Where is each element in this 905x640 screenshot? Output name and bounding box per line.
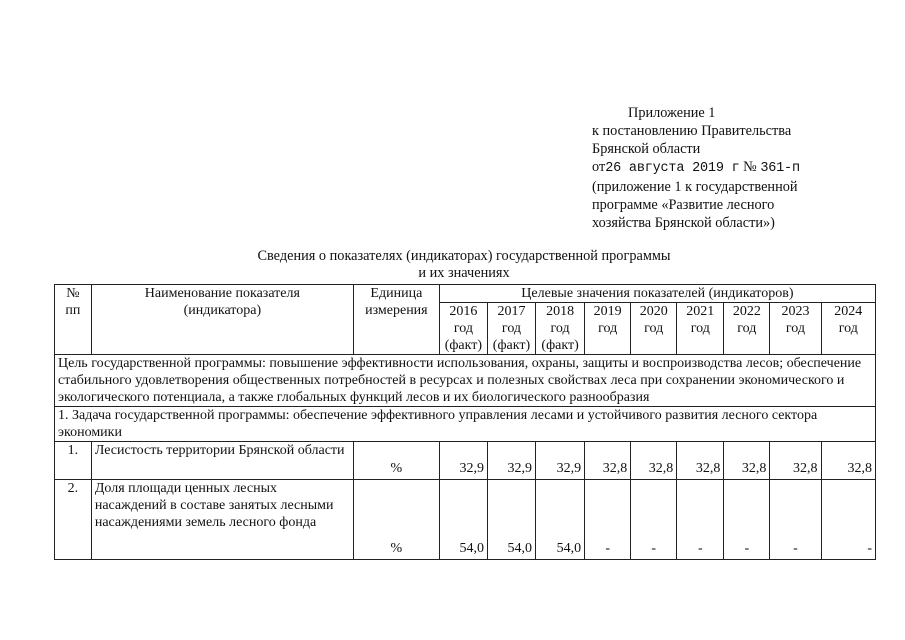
row-value: - xyxy=(585,480,631,560)
document-title xyxy=(54,248,874,282)
header-year: 2024 год xyxy=(821,303,875,355)
row-value: 32,9 xyxy=(439,442,487,480)
appendix-line-1: Приложение 1 xyxy=(628,105,716,121)
number-value: 361-п xyxy=(760,161,800,176)
row-value: 32,8 xyxy=(770,442,821,480)
header-year: 2018 год (факт) xyxy=(536,303,585,355)
date-value: 26 августа 2019 г xyxy=(605,161,740,176)
header-targets: Целевые значения показателей (индикаторов) xyxy=(439,285,875,303)
title-line-1: Сведения о показателях (индикаторах) государственной программы xyxy=(257,248,671,264)
header-name: Наименование показателя (индикатора) xyxy=(91,285,353,355)
date-prefix: от xyxy=(592,159,606,175)
number-prefix: № xyxy=(739,159,761,175)
table-row xyxy=(55,442,876,480)
appendix-line-2: к постановлению Правительства xyxy=(592,123,792,139)
program-task: 1. Задача государственной программы: обеспечение эффективного управления лесами и устойчивого развития лесного сектора экономики xyxy=(55,407,876,442)
row-value: - xyxy=(770,480,821,560)
row-indicator-name: Лесистость территории Брянской области xyxy=(91,442,353,480)
row-value: 32,8 xyxy=(631,442,677,480)
title-line-2: и их значениях xyxy=(418,265,510,281)
appendix-line-3: Брянской области xyxy=(592,141,701,157)
row-value: 32,8 xyxy=(724,442,770,480)
row-unit: % xyxy=(353,480,439,560)
task-row xyxy=(55,407,876,442)
appendix-line-7: хозяйства Брянской области») xyxy=(592,215,775,231)
header-unit: Единица измерения xyxy=(353,285,439,355)
row-value: 32,9 xyxy=(487,442,535,480)
row-number: 2. xyxy=(55,480,92,560)
row-value: - xyxy=(631,480,677,560)
program-goal: Цель государственной программы: повышение эффективности использования, охраны, защиты и воспроизводства лесов; обеспечение стабильного удовлетворения общественных потребностей в ресурсах и полезных свойствах леса при сохранении экономического и экологического потенциала, а также глобальных функций лесов и их биологического разнообразия xyxy=(55,355,876,407)
row-value: - xyxy=(821,480,875,560)
appendix-line-6: программе «Развитие лесного xyxy=(592,197,775,213)
header-row-1 xyxy=(55,285,876,303)
appendix-block xyxy=(592,104,892,232)
row-value: 32,8 xyxy=(677,442,724,480)
row-value: - xyxy=(724,480,770,560)
header-year: 2021 год xyxy=(677,303,724,355)
header-year: 2019 год xyxy=(585,303,631,355)
row-value: 54,0 xyxy=(439,480,487,560)
row-value: 32,8 xyxy=(585,442,631,480)
goal-row xyxy=(55,355,876,407)
header-year: 2016 год (факт) xyxy=(439,303,487,355)
header-year: 2023 год xyxy=(770,303,821,355)
appendix-date-line xyxy=(592,158,892,178)
row-value: 54,0 xyxy=(487,480,535,560)
row-value: 32,9 xyxy=(536,442,585,480)
row-value: - xyxy=(677,480,724,560)
row-value: 54,0 xyxy=(536,480,585,560)
row-unit: % xyxy=(353,442,439,480)
table-row xyxy=(55,480,876,560)
header-year: 2022 год xyxy=(724,303,770,355)
indicators-table xyxy=(54,284,876,560)
header-year: 2020 год xyxy=(631,303,677,355)
appendix-line-5: (приложение 1 к государственной xyxy=(592,179,798,195)
row-number: 1. xyxy=(55,442,92,480)
header-year: 2017 год (факт) xyxy=(487,303,535,355)
row-value: 32,8 xyxy=(821,442,875,480)
header-number: № пп xyxy=(55,285,92,355)
row-indicator-name: Доля площади ценных лесных насаждений в составе занятых лесными насаждениями земель лесного фонда xyxy=(91,480,353,560)
